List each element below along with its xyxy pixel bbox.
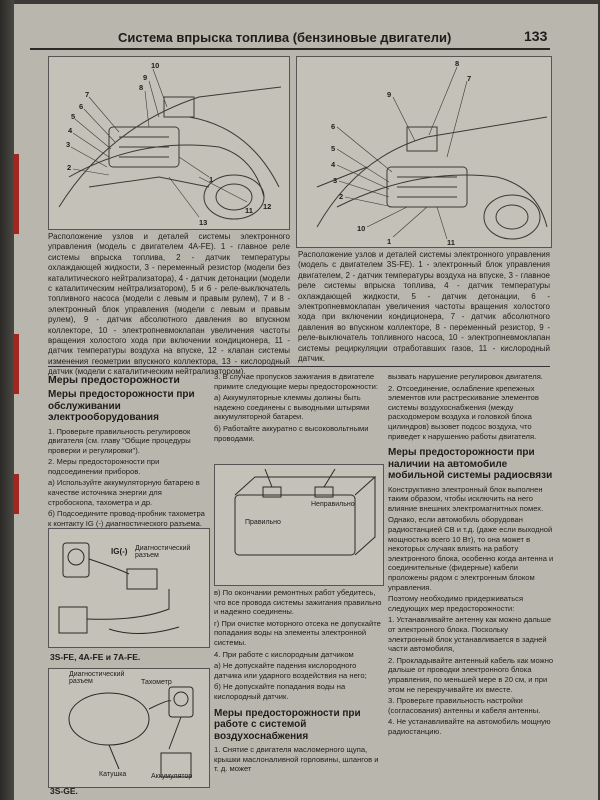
paragraph: г) При очистке моторного отсека не допускайте попадания воды на элементы электронной системы.	[214, 618, 381, 647]
callout: 1	[209, 175, 214, 184]
callout: 3	[333, 176, 338, 185]
paragraph: 1. Устанавливайте антенну как можно дальше от электронного блока. Поскольку электронный блок устанавливается в задней части автомобиля,	[388, 615, 552, 654]
callout: 6	[331, 122, 336, 131]
page-edge-marker	[14, 334, 19, 394]
figure-caption-engines: 3S-FE, 4A-FE и 7A-FE.	[50, 652, 141, 662]
paragraph: 4. При работе с кислородным датчиком	[214, 649, 354, 659]
battery-illustration	[215, 465, 383, 585]
page-number: 133	[524, 28, 548, 44]
paragraph: а) Аккумуляторные клеммы должны быть надежно соединены с выводными штырями аккумуляторной батареи.	[214, 393, 370, 422]
engine-bay-figure-3s-fe	[296, 56, 552, 248]
page-edge-marker	[14, 154, 19, 234]
section-heading: Меры предосторожности при наличии на автомобиле мобильной системы радиосвязи	[388, 447, 553, 482]
paragraph: 4. Не устанавливайте на автомобиль мощную радиостанцию.	[388, 717, 551, 736]
section-heading: Меры предосторожности при работе с системой воздухоснабжения	[214, 707, 361, 742]
paragraph: б) Подсоедините провод-пробник тахометра к контакту IG (-) диагностического разъема.	[48, 509, 205, 528]
callout: 11	[245, 206, 253, 215]
callout: 10	[357, 224, 366, 233]
tachometer-label: Тахометр	[141, 679, 172, 686]
diagnostic-connector-label: Диагностический разъем	[69, 671, 125, 685]
paragraph: вызвать нарушение регулировок двигателя.	[388, 372, 543, 381]
callout: 2	[339, 192, 344, 201]
callout: 5	[331, 144, 336, 153]
paragraph: 3. Проверьте правильность настройки (согласования) антенны и кабеля антенны.	[388, 696, 541, 715]
callout: 6	[79, 102, 84, 111]
wrong-label: Неправильно	[311, 501, 355, 508]
callout: 13	[199, 218, 208, 227]
callout: 4	[68, 126, 73, 135]
paragraph: в) По окончании ремонтных работ убедитесь, что все провода системы зажигания правильно и надежно соединены.	[214, 588, 382, 617]
tachometer-connection-figure-1	[48, 528, 210, 648]
callout: 8	[455, 59, 460, 68]
paragraph: б) Не допускайте попадания воды на кислородный датчик.	[214, 682, 346, 701]
callout: 10	[151, 61, 160, 70]
callout: 8	[139, 83, 144, 92]
callout: 9	[143, 73, 148, 82]
callout: 9	[387, 90, 392, 99]
battery-terminal-figure	[214, 464, 384, 586]
column-2	[214, 372, 382, 445]
tachometer-connection-figure-2	[48, 668, 210, 788]
header-rule	[30, 48, 550, 50]
page-edge-marker	[14, 474, 19, 514]
subsection-heading: Меры предосторожности при обслуживании электрооборудования	[48, 389, 195, 423]
paragraph: а) Не допускайте падения кислородного датчика или ударного воздействия на него;	[214, 661, 367, 680]
section-heading: Меры предосторожности	[48, 374, 180, 386]
callout: 2	[67, 163, 72, 172]
engine-bay-figure-4a-fe	[48, 56, 290, 230]
battery-label: Аккумулятор	[151, 773, 193, 780]
paragraph: 2. Отсоединение, ослабление крепежных элементов или растрескивание элементов системы воздухоснабжения (между расходомером воздуха и головкой блока цилиндров) вызовет подсос воздуха, что приведет к нарушению работы двигателя.	[388, 383, 539, 441]
right-label: Правильно	[245, 519, 281, 526]
figure-caption-3s-ge: 3S-GE.	[50, 786, 78, 796]
tachometer-illustration	[49, 669, 209, 787]
paragraph: б) Работайте аккуратно с высоковольтными проводами.	[214, 423, 369, 443]
page-title: Система впрыска топлива (бензиновые двигатели)	[118, 30, 452, 45]
paragraph: 2. Меры предосторожности при подсоединении приборов.	[48, 457, 160, 476]
diagnostic-connector-label: Диагностический разъем	[135, 545, 191, 559]
section-divider	[48, 366, 550, 367]
coil-label: Катушка	[99, 771, 127, 778]
figure-caption-3s-fe: Расположение узлов и деталей системы электронного управления (модель с двигателем 3S-FE). 1 - электронный блок управления двигателем, 2 - датчик температуры воздуха на впуске, 3 - главное реле системы впрыска топлива, 4 - датчик температуры охлаждающей жидкости, 5 - датчик детонации, 6 - электропневмоклапан увеличения частоты вращения холостого хода при включении кондиционера, 7 - датчик абсолютного давления во впускном коллекторе, 8 - переменный резистор, 9 - реле-выключатель топливного насоса, 10 - электропневмоклапан системы рециркуляции отработавших газов, 11 - кислородный датчик.	[298, 250, 550, 364]
car-engine-illustration	[297, 57, 551, 247]
callout: 7	[85, 90, 90, 99]
callout: 12	[263, 202, 272, 211]
callout: 4	[331, 160, 336, 169]
paragraph: 3. В случае пропусков зажигания в двигателе примите следующие меры предосторожности:	[214, 372, 378, 391]
paragraph: а) Используйте аккумуляторную батарею в качестве источника энергии для стробоскопа, тахометра и др.	[48, 478, 200, 507]
callout: 7	[467, 74, 472, 83]
paragraph: 2. Прокладывайте антенный кабель как можно дальше от проводки электронного блока управления, по меньшей мере в 20 см, и при этом не перекручивайте их вместе.	[388, 655, 554, 694]
paragraph: Поэтому необходимо придерживаться следующих мер предосторожности:	[388, 594, 524, 613]
ig-terminal-label: IG(-)	[111, 547, 128, 556]
book-spine	[0, 0, 14, 800]
paragraph: Однако, если автомобиль оборудован радиостанцией СВ и т.д. (даже если выходной мощностью всего 10 Вт), то она может в некоторых случаях влиять на работу электронного блока, особенно когда антенна и соединительные (фидерные) кабели проложены рядом с электронным блоком управления.	[388, 515, 554, 592]
callout: 5	[71, 112, 76, 121]
column-1	[48, 372, 208, 530]
callout: 3	[66, 140, 71, 149]
column-2-continued	[214, 588, 382, 776]
car-engine-illustration	[49, 57, 289, 229]
column-3	[388, 372, 554, 739]
paragraph: 1. Проверьте правильность регулировок двигателя (см. главу "Общие процедуры проверки и регулировки").	[48, 426, 191, 455]
paragraph: 1. Снятие с двигателя масломерного щупа, крышки маслоналивной горловины, шлангов и т. д. может	[214, 745, 379, 774]
paragraph: Конструктивно электронный блок выполнен таким образом, чтобы исключить на него влияние внешних электромагнитных помех.	[388, 484, 544, 513]
callout: 1	[387, 237, 392, 246]
figure-caption-4a-fe: Расположение узлов и деталей системы электронного управления (модель с двигателем 4A-FE). 1 - главное реле системы впрыска топлива, 2 - датчик температуры охлаждающей жидкости, 3 - переменный резистор (модели без каталитического нейтрализатора), 4 - датчик детонации (модели с каталитическим нейтрализатором), 5 и 6 - реле-выключатель топливного насоса (модели с левым и правым рулем), 7 и 8 - электронный блок управления (модели с левым и правым рулем), 9 - датчик абсолютного давления во впускном коллекторе, 10 - электропневмоклапан увеличения частоты вращения холостого хода при включении кондиционера, 11 - датчик температуры воздуха на впуске, 12 - клапан системы изменения геометрии впускного коллектора, 13 - кислородный датчик (модели с каталитическим нейтрализатором).	[48, 232, 290, 377]
callout: 11	[447, 238, 455, 247]
